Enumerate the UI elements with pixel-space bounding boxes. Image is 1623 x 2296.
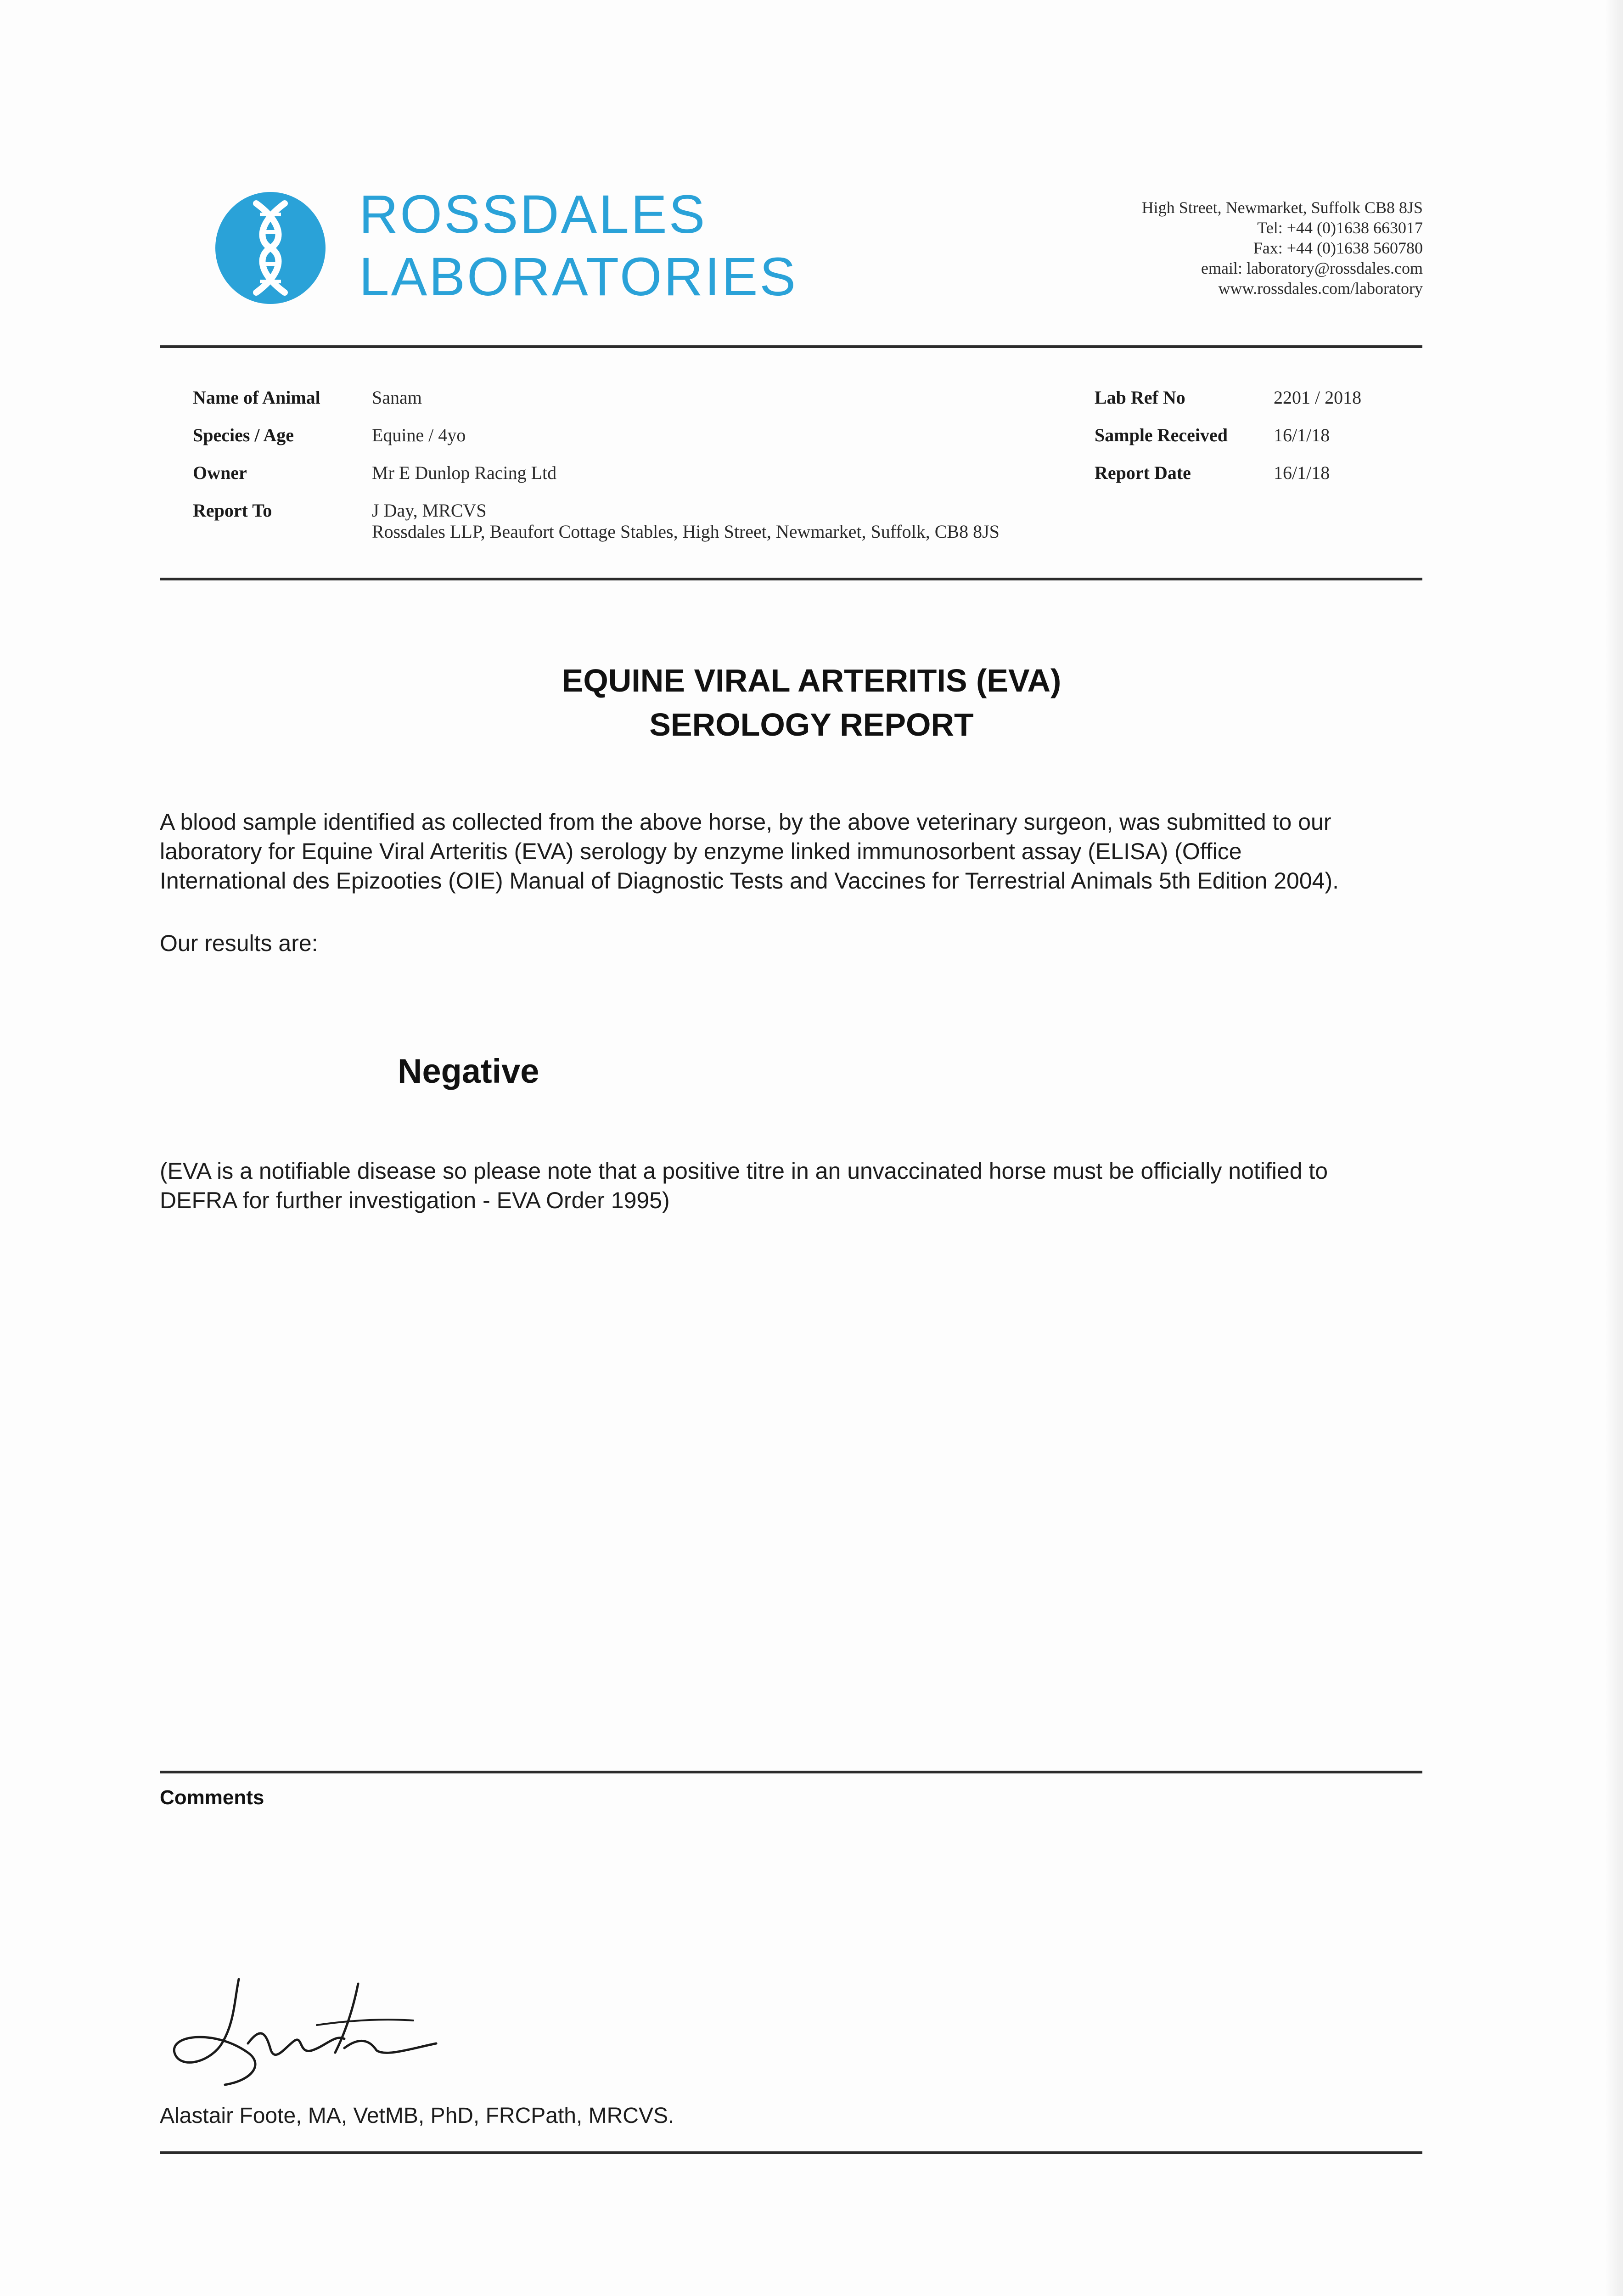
report-date-label: Report Date: [1095, 462, 1191, 483]
report-to-name: J Day, MRCVS: [372, 500, 487, 521]
header-divider: [160, 345, 1422, 348]
sample-received-value: 16/1/18: [1274, 425, 1330, 445]
notifiable-note-line-1: (EVA is a notifiable disease so please note that a positive titre in an unvaccinated horse must be officially notified to: [160, 1158, 1328, 1184]
dna-helix-icon: [214, 191, 327, 305]
page-edge-shadow: [1605, 0, 1623, 2296]
signature-image: [165, 1965, 487, 2103]
sample-received-label: Sample Received: [1095, 425, 1228, 445]
brand-line-1: ROSSDALES: [359, 184, 707, 245]
results-intro: Our results are:: [160, 930, 318, 956]
species-value: Equine / 4yo: [372, 425, 466, 445]
report-body-line-1: A blood sample identified as collected from the above horse, by the above veterinary surgeon, was submitted to our: [160, 809, 1331, 835]
comments-divider: [160, 1771, 1422, 1773]
contact-email: email: laboratory@rossdales.com: [1201, 259, 1423, 277]
contact-address: High Street, Newmarket, Suffolk CB8 8JS: [1141, 198, 1423, 217]
contact-tel: Tel: +44 (0)1638 663017: [1257, 219, 1423, 237]
report-body: [160, 807, 1427, 895]
name-label: Name of Animal: [193, 387, 320, 408]
result-value: Negative: [398, 1052, 539, 1090]
report-body-line-2: laboratory for Equine Viral Arteritis (EVA) serology by enzyme linked immunosorbent assay (ELISA) (Office: [160, 838, 1242, 864]
notifiable-note-line-2: DEFRA for further investigation - EVA Order 1995): [160, 1187, 670, 1213]
report-title-line-1: EQUINE VIRAL ARTERITIS (EVA): [562, 663, 1061, 698]
report-title: [0, 658, 1623, 747]
report-title-line-2: SEROLOGY REPORT: [649, 707, 974, 743]
owner-label: Owner: [193, 462, 247, 483]
report-to-address: Rossdales LLP, Beaufort Cottage Stables, High Street, Newmarket, Suffolk, CB8 8JS: [372, 521, 1000, 542]
report-body-line-3: International des Epizooties (OIE) Manual of Diagnostic Tests and Vaccines for Terrestrial Animals 5th Edition 2004).: [160, 868, 1339, 894]
lab-ref-value: 2201 / 2018: [1274, 387, 1362, 408]
contact-fax: Fax: +44 (0)1638 560780: [1253, 239, 1423, 257]
owner-value: Mr E Dunlop Racing Ltd: [372, 462, 557, 483]
notifiable-note: [160, 1156, 1427, 1215]
footer-divider: [160, 2151, 1422, 2154]
brand-wordmark: [359, 184, 798, 307]
report-date-value: 16/1/18: [1274, 462, 1330, 483]
signatory-name: Alastair Foote, MA, VetMB, PhD, FRCPath, MRCVS.: [160, 2104, 674, 2128]
species-label: Species / Age: [193, 425, 294, 445]
contact-web: www.rossdales.com/laboratory: [1218, 279, 1423, 298]
comments-label: Comments: [160, 1786, 264, 1809]
lab-ref-label: Lab Ref No: [1095, 387, 1185, 408]
details-divider: [160, 578, 1422, 580]
name-value: Sanam: [372, 387, 422, 408]
report-to-label: Report To: [193, 500, 272, 521]
brand-line-2: LABORATORIES: [359, 247, 798, 307]
contact-block: [1142, 197, 1423, 298]
